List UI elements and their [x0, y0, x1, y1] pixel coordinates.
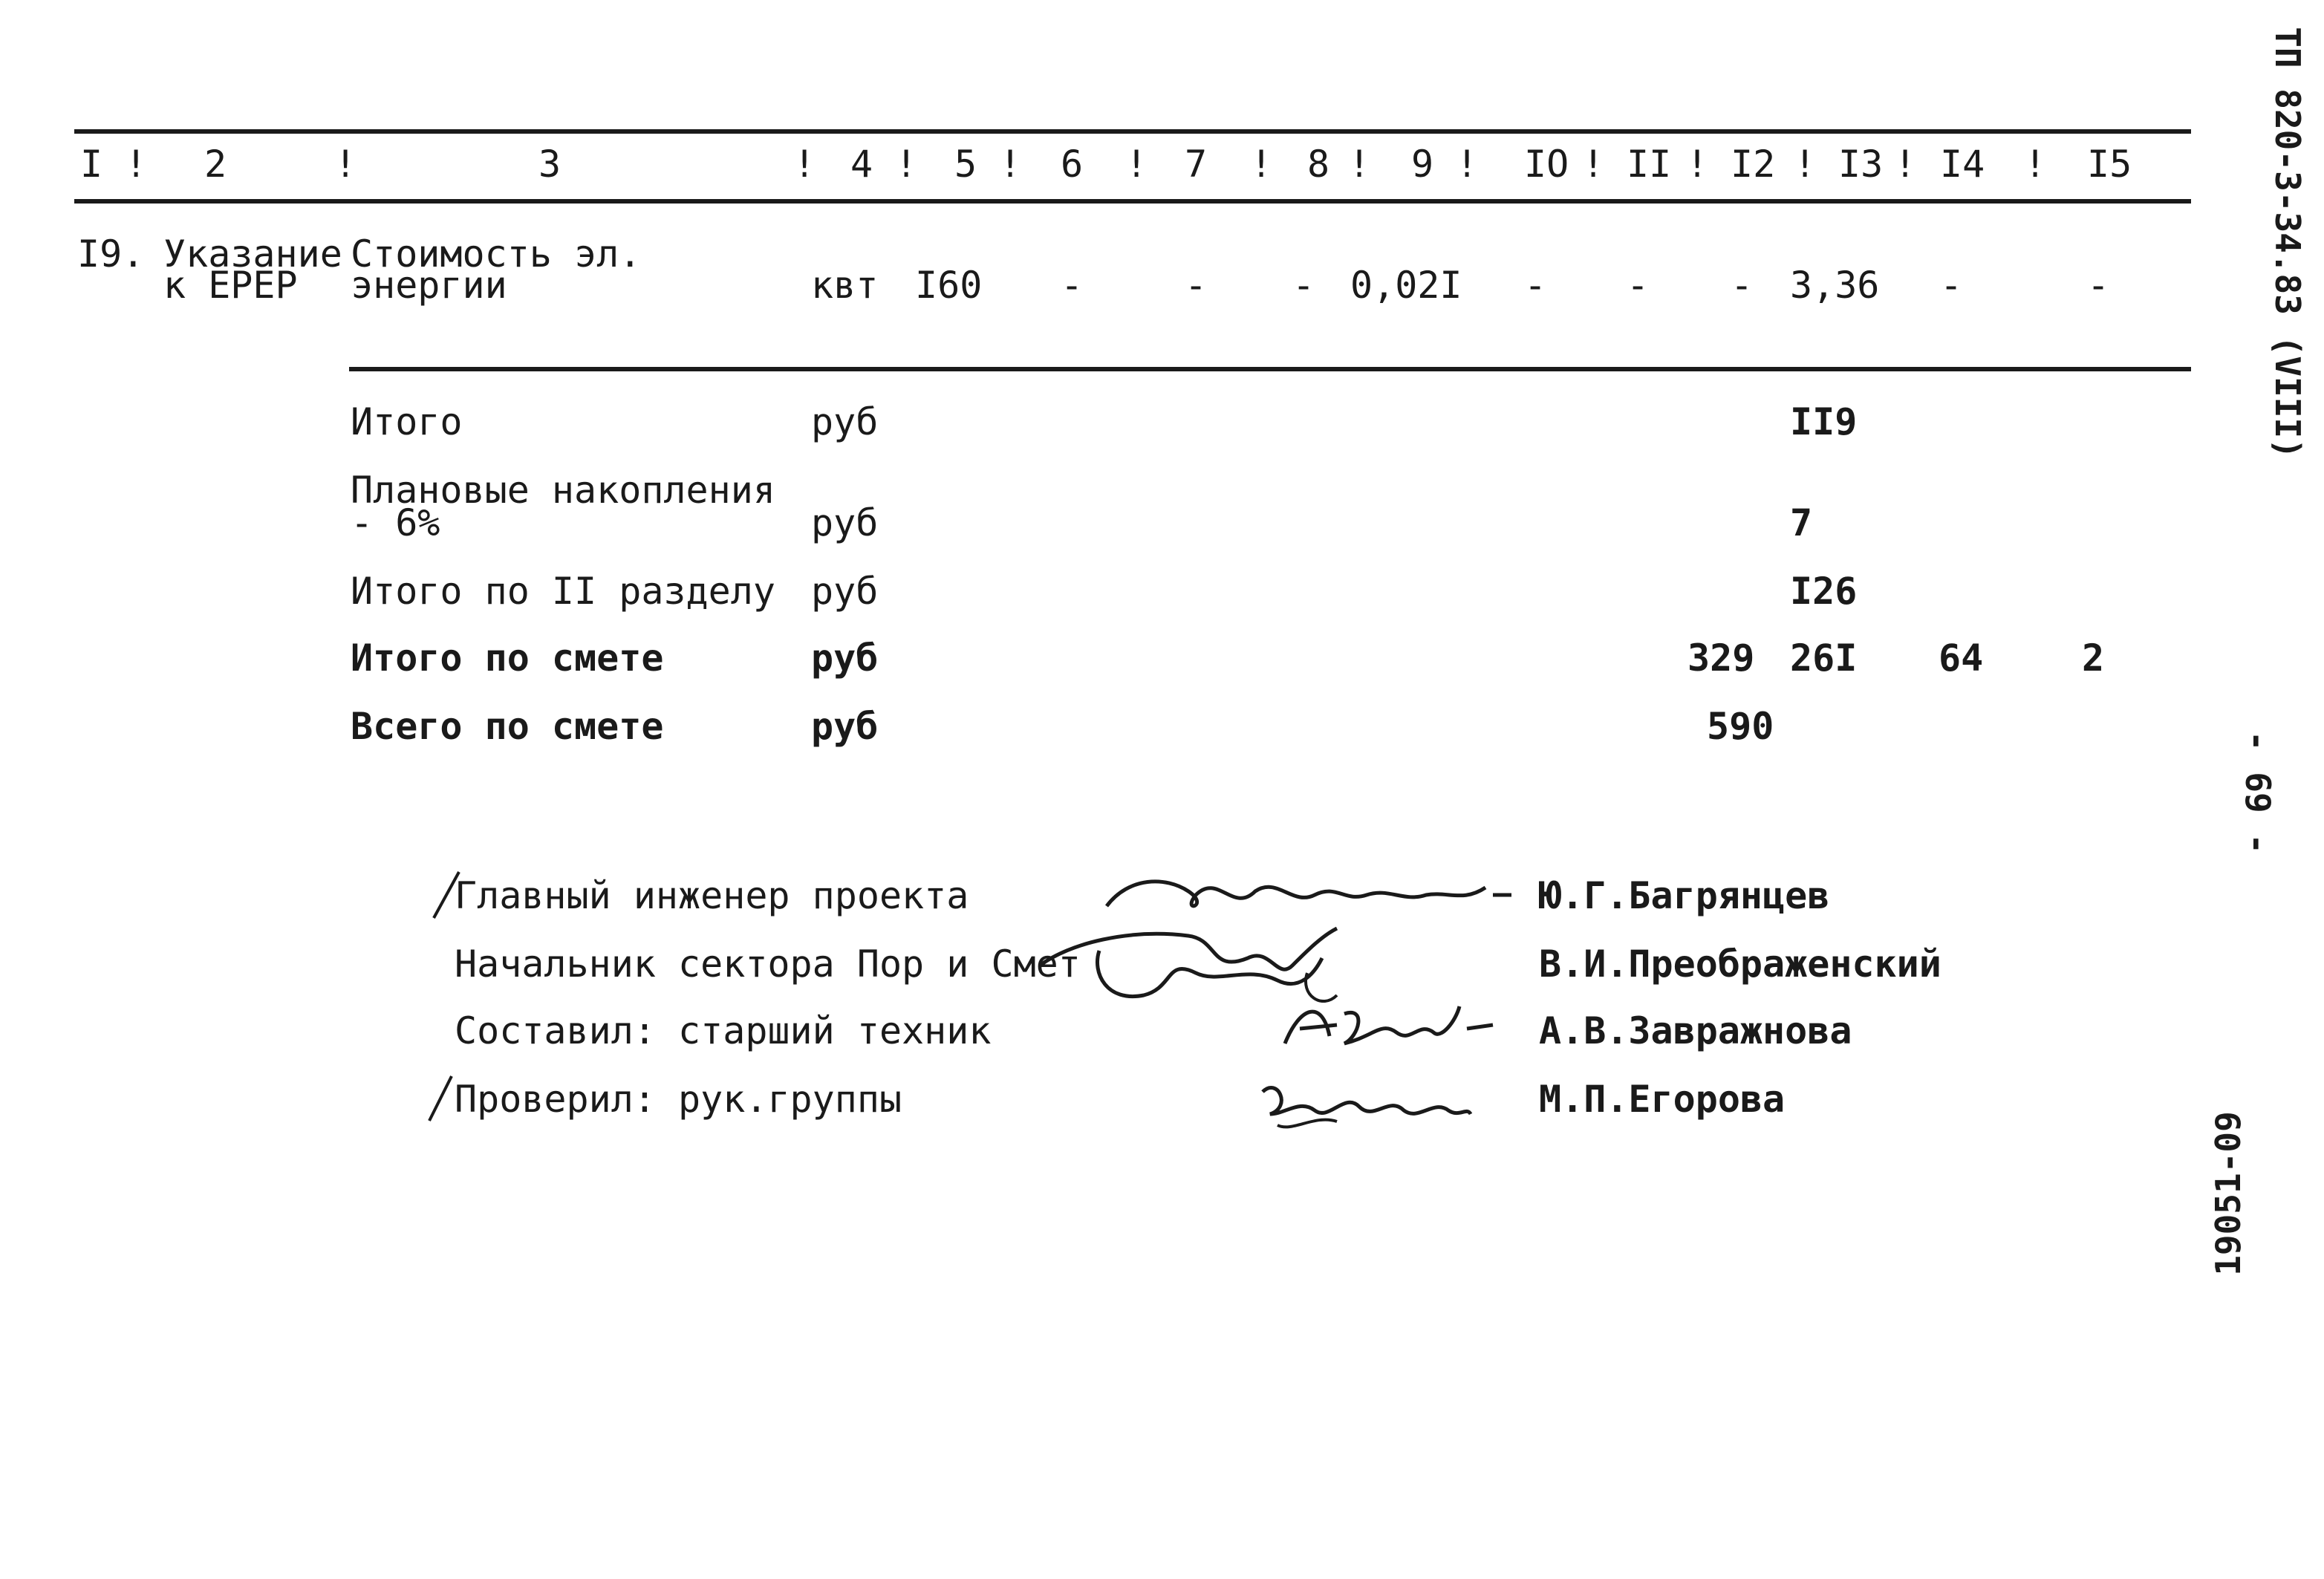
section-total-col13: I26	[1790, 570, 1858, 613]
archive-number: 19051-09	[2208, 1111, 2248, 1276]
col-sep: !	[1456, 143, 1479, 186]
col-header-15: I5	[2087, 143, 2132, 186]
estimate-total-col12: 329	[1687, 637, 1755, 680]
row-col7: -	[1185, 264, 1208, 307]
row-col14: -	[1940, 264, 1963, 307]
col-header-3: 3	[538, 143, 562, 186]
grand-total-col12: 590	[1707, 705, 1774, 748]
estimate-total-col15: 2	[2082, 637, 2105, 680]
row-col11: -	[1627, 264, 1650, 307]
signatory-name: Ю.Г.Багрянцев	[1539, 874, 1830, 917]
col-sep: !	[1686, 143, 1709, 186]
signatory-name: В.И.Преображенский	[1539, 942, 1941, 986]
grand-total-label: Всего по смете	[351, 705, 664, 748]
row-col15: -	[2087, 264, 2110, 307]
page-number: - 69 -	[2238, 730, 2278, 855]
row-unit: квт	[811, 264, 879, 307]
col-sep: !	[1894, 143, 1917, 186]
col-header-5: 5	[954, 143, 977, 186]
col-header-2: 2	[204, 143, 227, 186]
row-number: I9.	[77, 232, 145, 276]
row-col13: 3,36	[1790, 264, 1880, 307]
col-header-6: 6	[1061, 143, 1084, 186]
row-col3-line2: энергии	[351, 264, 507, 307]
section-total-unit: руб	[811, 570, 879, 613]
col-header-11: II	[1627, 143, 1672, 186]
signatory-name: А.В.Завражнова	[1539, 1009, 1852, 1052]
total-unit: руб	[811, 400, 879, 443]
col-sep: !	[1348, 143, 1371, 186]
estimate-total-col14: 64	[1939, 637, 1984, 680]
row-col3-line1: Стоимость эл.	[351, 232, 642, 276]
planned-label: Плановые накопления	[351, 469, 775, 512]
signature-role: Проверил: рук.группы	[455, 1078, 902, 1121]
signature-role: Составил: старший техник	[455, 1009, 992, 1052]
col-header-7: 7	[1185, 143, 1208, 186]
signatory-name: М.П.Егорова	[1539, 1078, 1786, 1121]
col-header-8: 8	[1307, 143, 1330, 186]
row-col2-line1: Указание	[163, 232, 342, 276]
planned-col13: 7	[1790, 501, 1813, 544]
estimate-total-col13: 26I	[1790, 637, 1858, 680]
document-code: ТП 820-3-34.83 (VIII)	[2268, 27, 2308, 459]
col-header-1: I	[80, 143, 103, 186]
handwritten-signature-icon	[1277, 992, 1500, 1058]
col-header-12: I2	[1731, 143, 1776, 186]
col-sep: !	[1250, 143, 1273, 186]
top-rule	[74, 129, 2191, 134]
row19-bottom-rule	[349, 367, 2191, 371]
header-bottom-rule	[74, 199, 2191, 204]
col-sep: !	[895, 143, 918, 186]
row-col2-line2: к ЕРЕР	[163, 264, 298, 307]
total-label: Итого	[351, 400, 463, 443]
col-sep: !	[999, 143, 1022, 186]
col-sep: !	[793, 143, 816, 186]
col-sep: !	[334, 143, 357, 186]
col-header-9: 9	[1411, 143, 1434, 186]
col-header-13: I3	[1838, 143, 1884, 186]
col-sep: !	[1582, 143, 1605, 186]
col-header-4: 4	[850, 143, 873, 186]
row-col8: -	[1292, 264, 1315, 307]
section-total-label: Итого по II разделу	[351, 570, 775, 613]
col-header-10: IO	[1524, 143, 1569, 186]
row-col6: -	[1061, 264, 1084, 307]
estimate-total-unit: руб	[811, 637, 879, 680]
col-sep: !	[1794, 143, 1817, 186]
row-col5: I60	[915, 264, 983, 307]
col-sep: !	[2024, 143, 2047, 186]
row-col12: -	[1731, 264, 1754, 307]
row-col10: -	[1524, 264, 1547, 307]
grand-total-unit: руб	[811, 705, 879, 748]
estimate-total-label: Итого по смете	[351, 637, 664, 680]
planned-label-percent: - 6%	[351, 501, 440, 544]
col-sep: !	[125, 143, 148, 186]
planned-unit: руб	[811, 501, 879, 544]
signature-role: Начальник сектора Пор и Смет	[455, 942, 1081, 986]
signature-role: Главный инженер проекта	[455, 874, 969, 917]
col-header-14: I4	[1940, 143, 1985, 186]
total-col13: II9	[1790, 400, 1858, 443]
row-col9: 0,02I	[1350, 264, 1462, 307]
handwritten-signature-icon	[1248, 1070, 1485, 1144]
col-sep: !	[1125, 143, 1148, 186]
